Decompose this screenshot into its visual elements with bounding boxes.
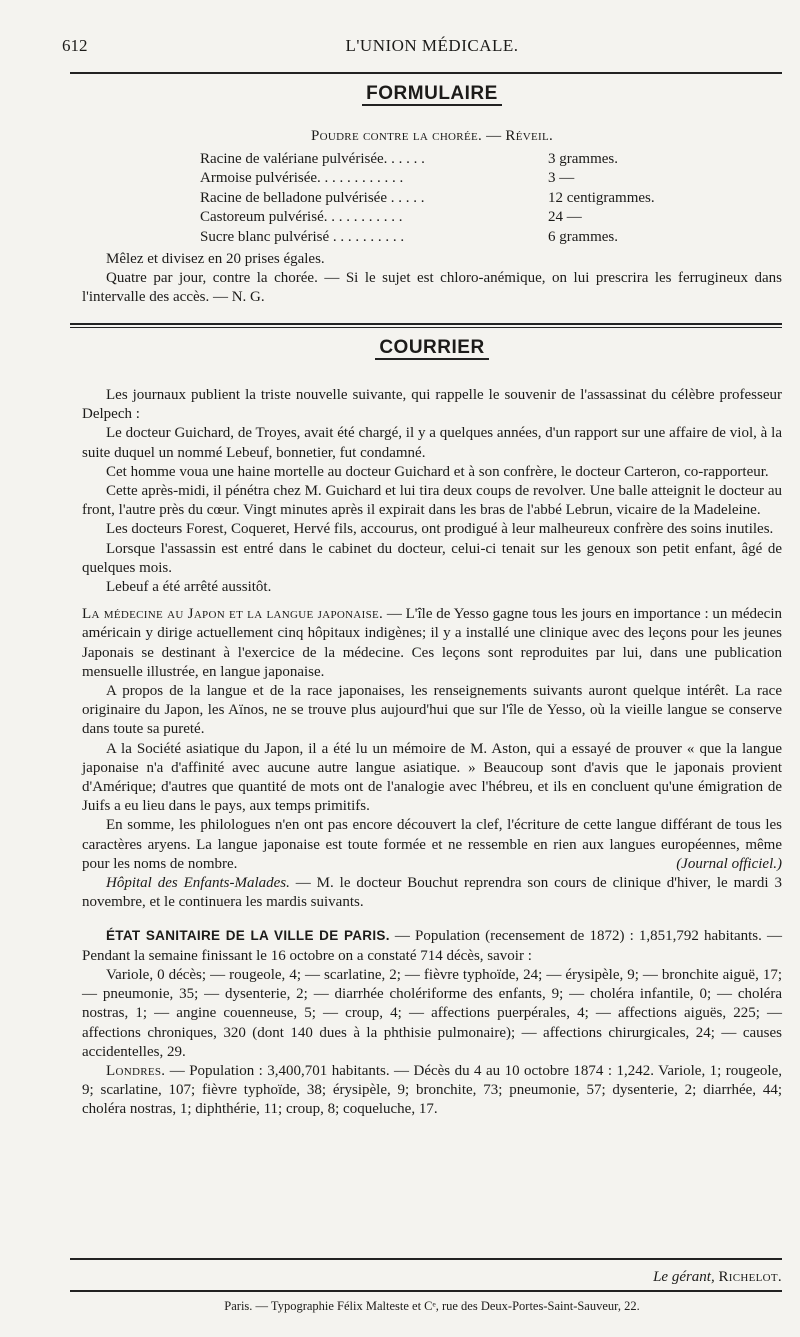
- recipe-list: [200, 150, 720, 247]
- page-header: [62, 36, 782, 58]
- ingredient-qty: 3 —: [548, 170, 575, 187]
- japon-paragraph: En somme, les philologues n'en ont pas encore découvert la clef, l'écriture de cette langue différant de tous les caractères aryens. La langue japonaise est toute formée et ne ressemble en rien aux langues européennes, même pour les noms de nombre. (Journal officiel.): [82, 816, 782, 874]
- japon-paragraph: A propos de la langue et de la race japonaises, les renseignements suivants auront quelque intérêt. La race originaire du Japon, les Aïnos, ne se trouve plus aujourd'hui que sur l'île de Yesso, où la vieille langue se conserve dans toute sa pureté.: [82, 683, 782, 738]
- ingredient-qty: 12 centigrammes.: [548, 189, 655, 206]
- japon-paragraph: La médecine au Japon et la langue japonaise. — L'île de Yesso gagne tous les jours en importance : un médecin américain y dirige actuellement cinq hôpitaux indigènes; il y a installé une clinique avec des leçons pour les jeunes Japonais se destinant à l'exercice de la médecine. Ces leçons sont reproduites par lui, dans une publication mensuelle illustrée, en langue japonaise.: [82, 606, 782, 680]
- ingredient-name: Sucre blanc pulvérisé . . . . . . . . . .: [200, 228, 405, 245]
- page-number: 612: [62, 36, 88, 55]
- signature-label: Le gérant,: [653, 1269, 715, 1285]
- ingredient-qty: 24 —: [548, 209, 582, 226]
- courrier-title: COURRIER: [82, 338, 782, 357]
- formulaire-body: [82, 250, 782, 308]
- recipe-row: [200, 150, 720, 169]
- recipe-row: [200, 208, 720, 227]
- mix-instruction: Mêlez et divisez en 20 prises égales.: [106, 251, 325, 267]
- recipe-row: [200, 228, 720, 247]
- etat-paragraph: ÉTAT SANITAIRE DE LA VILLE DE PARIS. — Population (recensement de 1872) : 1,851,792 habitants. — Pendant la semaine finissant le 16 octobre on a constaté 714 décès, savoir :: [82, 928, 782, 964]
- dosage-instruction: Quatre par jour, contre la chorée. — Si le sujet est chloro-anémique, on lui prescrira les ferrugineux dans l'intervalle des accès. — N. G.: [82, 270, 782, 306]
- ingredient-qty: 3 grammes.: [548, 151, 618, 167]
- ingredient-qty: 6 grammes.: [548, 228, 618, 245]
- signature-name: Richelot.: [718, 1269, 782, 1285]
- courrier-paragraph: Les docteurs Forest, Coqueret, Hervé fils, accourus, ont prodigué à leur malheureux confrère des soins inutiles.: [106, 521, 774, 538]
- japon-source: (Journal officiel.): [676, 855, 782, 872]
- ingredient-name: Armoise pulvérisée. . . . . . . . . . . .: [200, 170, 404, 187]
- courrier-paragraph: Les journaux publient la triste nouvelle suivante, qui rappelle le souvenir de l'assassinat du célèbre professeur Delpech :: [82, 387, 782, 423]
- section-rule-thin: [70, 327, 782, 328]
- ingredient-name: Racine de belladone pulvérisée . . . . .: [200, 189, 425, 206]
- japon-paragraph: A la Société asiatique du Japon, il a été lu un mémoire de M. Aston, qui a essayé de prouver « que la langue japonaise n'a d'affinité avec aucune autre langue asiatique. » Beaucoup sont d'avis que le japonais provient d'Amérique; d'autres que quantité de mots ont de l'analogie avec l'hébreu, et ils en concluent qu'une émigration de Juifs a eu lieu dans le pays, aux temps primitifs.: [82, 740, 782, 815]
- courrier-paragraph: Cette après-midi, il pénétra chez M. Guichard et lui tira deux coups de revolver. Une balle atteignit le docteur au front, l'autre près du cœur. Vingt minutes après il expirait dans les bras de l'abbé Lebrun, vicaire de la Madeleine.: [82, 483, 782, 519]
- journal-title: L'UNION MÉDICALE.: [345, 36, 519, 55]
- formulaire-title: FORMULAIRE: [82, 84, 782, 103]
- imprint-rule: [70, 1290, 782, 1292]
- imprint: Paris. — Typographie Félix Malteste et Cᵉ, rue des Deux-Portes-Saint-Sauveur, 22.: [224, 1299, 640, 1313]
- etat-heading: ÉTAT SANITAIRE DE LA VILLE DE PARIS.: [106, 928, 390, 944]
- ingredient-name: Racine de valériane pulvérisée. . . . . .: [200, 151, 425, 167]
- courrier-body: [82, 386, 782, 1120]
- courrier-paragraph: Le docteur Guichard, de Troyes, avait été chargé, il y a quelques années, d'un rapport sur une affaire de viol, à la suite duquel un nommé Lebeuf, bonnetier, fut condamné.: [82, 425, 782, 461]
- londres-heading: Londres.: [106, 1062, 166, 1079]
- recipe-row: [200, 169, 720, 188]
- hopital-paragraph: Hôpital des Enfants-Malades. — M. le docteur Bouchut reprendra son cours de clinique d'hiver, le mardi 3 novembre, et le continuera les mardis suivants.: [82, 875, 782, 911]
- footer-rule: [70, 1258, 782, 1260]
- header-rule: [70, 72, 782, 74]
- etat-paragraph: Variole, 0 décès; — rougeole, 4; — scarlatine, 2; — fièvre typhoïde, 24; — érysipèle, 9; — bronchite aiguë, 17; — pneumonie, 35; — dysenterie, 2; — diarrhée cholériforme des enfants, 9; — choléra infantile, 0; — choléra nostras, 1; — angine couenneuse, 5; — croup, 4; — affections puerpérales, 4; — affections aiguës, 225; — affections chroniques, 320 (dont 140 dues à la phthisie pulmonaire); — affections chirurgicales, 24; — causes accidentelles, 29.: [82, 966, 782, 1060]
- hopital-heading: Hôpital des Enfants-Malades.: [106, 875, 290, 892]
- courrier-paragraph: Lorsque l'assassin est entré dans le cabinet du docteur, celui-ci tenait sur les genoux son petit enfant, âgé de quelques mois.: [82, 540, 782, 576]
- section-rule: [70, 323, 782, 325]
- signature: [82, 1268, 782, 1287]
- courrier-paragraph: Lebeuf a été arrêté aussitôt.: [106, 579, 272, 596]
- courrier-paragraph: Cet homme voua une haine mortelle au docteur Guichard et à son confrère, le docteur Carteron, co-rapporteur.: [106, 463, 769, 480]
- japon-heading: La médecine au Japon et la langue japonaise.: [82, 606, 384, 623]
- recipe-row: [200, 189, 720, 208]
- formulaire-subtitle: Poudre contre la chorée. — Réveil.: [310, 128, 554, 144]
- londres-paragraph: Londres. — Population : 3,400,701 habitants. — Décès du 4 au 10 octobre 1874 : 1,242. Variole, 1; rougeole, 9; scarlatine, 107; fièvre typhoïde, 38; érysipèle, 9; bronchite, 73; pneumonie, 57; dysenterie, 2; diarrhée, 44; choléra nostras, 1; diphthérie, 11; croup, 8; coqueluche, 17.: [82, 1062, 782, 1118]
- ingredient-name: Castoreum pulvérisé. . . . . . . . . . .: [200, 209, 403, 226]
